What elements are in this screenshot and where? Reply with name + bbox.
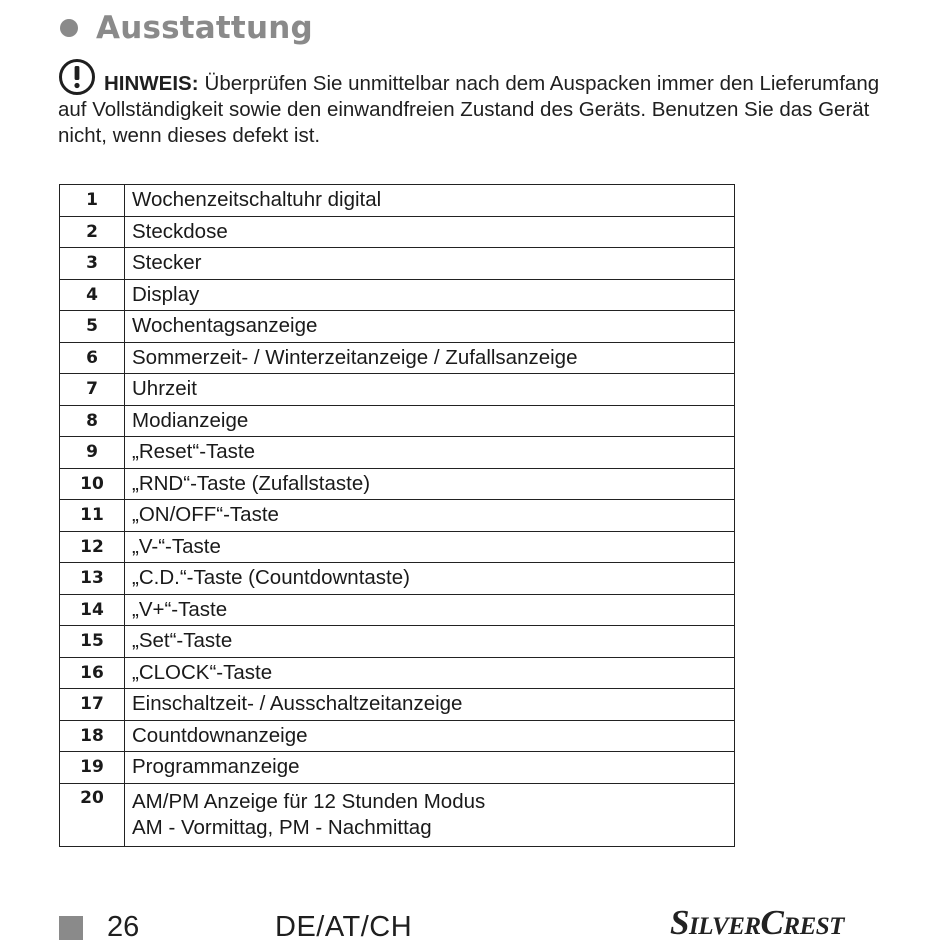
hint-block xyxy=(58,52,888,149)
table-row xyxy=(60,500,735,532)
part-label: „CLOCK“-Taste xyxy=(132,660,273,684)
part-number: 15 xyxy=(60,626,125,658)
part-label: „V-“-Taste xyxy=(132,534,221,558)
part-number: 7 xyxy=(60,374,125,406)
country-codes: DE/AT/CH xyxy=(275,911,413,943)
part-description xyxy=(125,626,735,658)
bullet-icon xyxy=(60,19,78,37)
brand-logo: SilverCrest xyxy=(670,903,844,942)
part-label: Sommerzeit- / Winterzeitanzeige / Zufallsanzeige xyxy=(132,345,578,369)
part-description xyxy=(125,689,735,721)
part-label: Stecker xyxy=(132,251,202,275)
footer-square-icon xyxy=(59,916,83,940)
part-description xyxy=(125,783,735,846)
table-row xyxy=(60,720,735,752)
part-label: „ON/OFF“-Taste xyxy=(132,503,279,527)
part-description xyxy=(125,405,735,437)
page-number: 26 xyxy=(107,911,140,943)
part-label: „RND“-Taste (Zufallstaste) xyxy=(132,471,371,495)
part-number: 5 xyxy=(60,311,125,343)
part-description xyxy=(125,248,735,280)
parts-table-body xyxy=(60,185,735,847)
part-label: Modianzeige xyxy=(132,408,249,432)
part-label: „Set“-Taste xyxy=(132,629,233,653)
section-title: Ausstattung xyxy=(96,10,313,46)
part-number: 9 xyxy=(60,437,125,469)
part-label: Uhrzeit xyxy=(132,377,197,401)
table-row xyxy=(60,374,735,406)
table-row xyxy=(60,437,735,469)
table-row xyxy=(60,405,735,437)
table-row xyxy=(60,279,735,311)
part-description xyxy=(125,500,735,532)
part-description xyxy=(125,657,735,689)
part-description xyxy=(125,563,735,595)
table-row xyxy=(60,216,735,248)
part-description xyxy=(125,279,735,311)
table-row xyxy=(60,689,735,721)
part-number: 4 xyxy=(60,279,125,311)
part-number: 12 xyxy=(60,531,125,563)
part-number: 14 xyxy=(60,594,125,626)
part-number: 17 xyxy=(60,689,125,721)
part-label-secondary: AM - Vormittag, PM - Nachmittag xyxy=(132,815,432,839)
part-number: 6 xyxy=(60,342,125,374)
part-label: Einschaltzeit- / Ausschaltzeitanzeige xyxy=(132,692,463,716)
table-row xyxy=(60,468,735,500)
part-label: „V+“-Taste xyxy=(132,597,228,621)
part-description xyxy=(125,531,735,563)
part-number: 19 xyxy=(60,752,125,784)
part-number: 11 xyxy=(60,500,125,532)
part-number: 2 xyxy=(60,216,125,248)
part-label: Programmanzeige xyxy=(132,755,300,779)
table-row xyxy=(60,185,735,217)
table-row xyxy=(60,311,735,343)
part-description xyxy=(125,752,735,784)
part-label: „C.D.“-Taste (Countdowntaste) xyxy=(132,566,410,590)
part-description xyxy=(125,311,735,343)
hint-text: Überprüfen Sie unmittelbar nach dem Auspacken immer den Lieferumfang auf Vollständigkeit sowie den einwandfreien Zustand des Geräts. Benutzen Sie das Gerät nicht, wenn dieses defekt ist. xyxy=(58,72,880,147)
part-description xyxy=(125,437,735,469)
section-heading xyxy=(60,10,313,46)
part-label: AM/PM Anzeige für 12 Stunden Modus xyxy=(132,789,486,813)
part-description xyxy=(125,594,735,626)
part-description xyxy=(125,216,735,248)
table-row xyxy=(60,626,735,658)
part-number: 18 xyxy=(60,720,125,752)
part-description xyxy=(125,185,735,217)
table-row xyxy=(60,342,735,374)
part-label: Display xyxy=(132,282,200,306)
part-number: 20 xyxy=(60,783,125,846)
table-row xyxy=(60,248,735,280)
part-number: 10 xyxy=(60,468,125,500)
part-description xyxy=(125,720,735,752)
table-row xyxy=(60,657,735,689)
table-row xyxy=(60,531,735,563)
part-label: Countdownanzeige xyxy=(132,723,308,747)
part-number: 16 xyxy=(60,657,125,689)
part-number: 13 xyxy=(60,563,125,595)
table-row xyxy=(60,563,735,595)
part-description xyxy=(125,342,735,374)
part-number: 3 xyxy=(60,248,125,280)
hint-label: HINWEIS: xyxy=(104,72,199,95)
exclamation-circle-icon xyxy=(58,58,96,103)
table-row xyxy=(60,783,735,846)
part-label: „Reset“-Taste xyxy=(132,440,256,464)
part-description xyxy=(125,468,735,500)
table-row xyxy=(60,752,735,784)
part-number: 1 xyxy=(60,185,125,217)
part-label: Steckdose xyxy=(132,219,228,243)
table-row xyxy=(60,594,735,626)
part-description xyxy=(125,374,735,406)
part-label: Wochentagsanzeige xyxy=(132,314,318,338)
parts-table xyxy=(59,184,735,847)
part-label: Wochenzeitschaltuhr digital xyxy=(132,188,382,212)
part-number: 8 xyxy=(60,405,125,437)
